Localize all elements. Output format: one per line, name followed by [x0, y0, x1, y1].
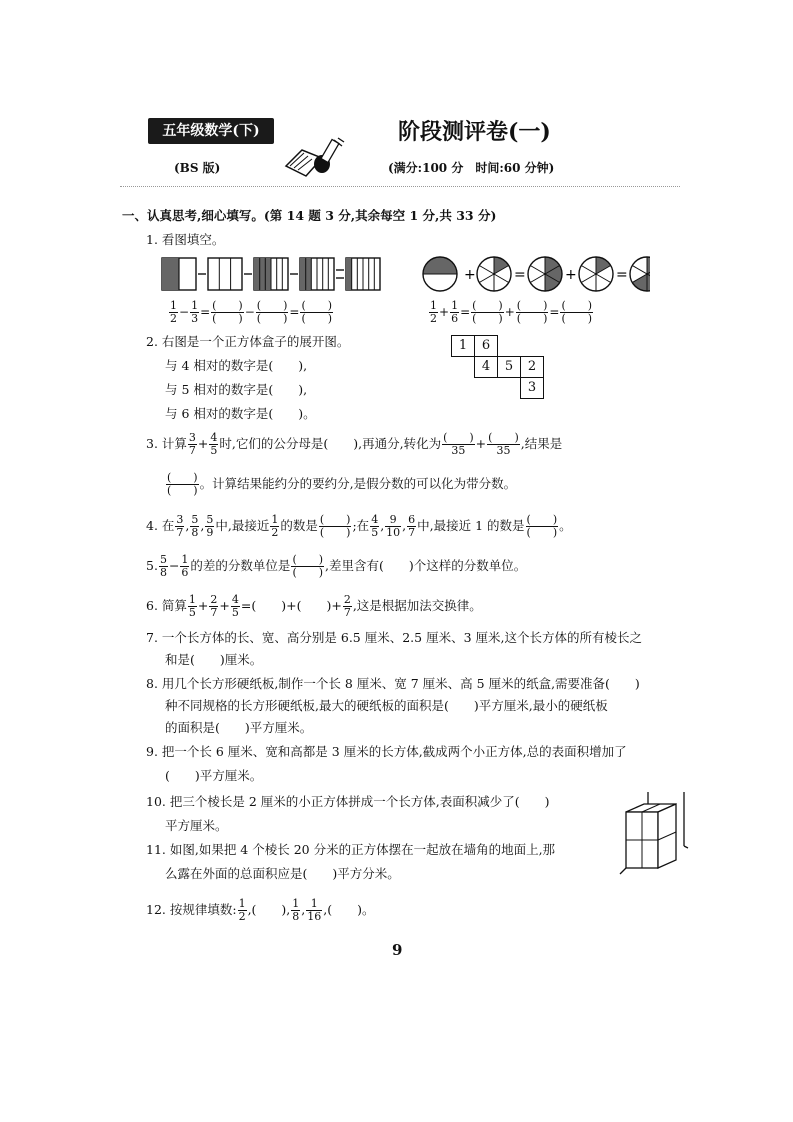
- q3-line1: 3. 计算 $\frac{3}{7}$ + $\frac{4}{5}$ 时,它们的公分母是( ),再通分,转化为 $\frac{( )}{35}$ + $\frac{( )}{35}$ ,结果是: [146, 431, 563, 457]
- q1-label: 1. 看图填空。: [146, 232, 225, 247]
- q7-line2: 和是( )厘米。: [165, 652, 263, 667]
- net-cell: 2: [520, 356, 544, 378]
- q4-text-f: 。: [559, 518, 572, 533]
- q4-text-c: 的数是: [280, 518, 318, 533]
- q4-text-e: 中,最接近 1 的数是: [417, 518, 525, 533]
- net-cell: 3: [520, 377, 544, 399]
- q6-text-b: =( )+( )+: [240, 598, 342, 613]
- q1-equation-left: $\frac{1}{2}$ − $\frac{1}{3}$ = $\frac{( )}{( )}$ − $\frac{( )}{( )}$ = $\frac{( )}{( )}$: [170, 299, 333, 325]
- net-cell: 4: [474, 356, 498, 378]
- q11-line1: 11. 如图,如果把 4 个棱长 20 分米的正方体摆在一起放在墙角的地面上,那: [146, 842, 556, 857]
- q3-denominator: 35: [496, 444, 511, 457]
- q2-line-a: 与 4 相对的数字是( ),: [165, 358, 308, 373]
- q12-text-c: ,( )。: [323, 902, 375, 917]
- q8-line1: 8. 用几个长方形硬纸板,制作一个长 8 厘米、宽 7 厘米、高 5 厘米的纸盒,需要准备( ): [146, 676, 640, 691]
- book-pen-icon: [282, 136, 352, 184]
- score-time-info: (满分:100 分 时间:60 分钟): [388, 161, 555, 175]
- q2-line-b: 与 5 相对的数字是( ),: [165, 382, 308, 397]
- q4-text-b: 中,最接近: [215, 518, 270, 533]
- q5-text-b: 的差的分数单位是: [190, 558, 291, 573]
- q6-line: 6. 简算 $\frac{1}{5}$ + $\frac{2}{7}$ + $\frac{4}{5}$ =( )+( )+ $\frac{2}{7}$ ,这是根据加法交换律。: [146, 593, 482, 619]
- q3-denominator: 35: [451, 444, 466, 457]
- q2-label: 2. 右图是一个正方体盒子的展开图。: [146, 334, 350, 349]
- header-divider: [120, 186, 680, 187]
- svg-text:=: =: [514, 267, 526, 283]
- q7-line1: 7. 一个长方体的长、宽、高分别是 6.5 厘米、2.5 厘米、3 厘米,这个长方体的所有棱长之: [146, 630, 642, 645]
- q3-text-b: 时,它们的公分母是( ),再通分,转化为: [219, 436, 442, 451]
- q3-text-d: 。计算结果能约分的要约分,是假分数的可以化为带分数。: [199, 476, 517, 491]
- q3-line2: $\frac{( )}{( )}$ 。计算结果能约分的要约分,是假分数的可以化为带分数。: [167, 471, 517, 497]
- q6-text-a: 6. 简算: [146, 598, 187, 613]
- q11-line2: 么露在外面的总面积应是( )平方分米。: [165, 866, 400, 881]
- q5-text-a: 5.: [146, 558, 158, 573]
- q10-line2: 平方厘米。: [165, 818, 228, 833]
- q1-circle-diagram: [420, 254, 650, 294]
- page-title: 阶段测评卷(一): [398, 119, 551, 145]
- q9-line1: 9. 把一个长 6 厘米、宽和高都是 3 厘米的长方体,截成两个小正方体,总的表面积增加了: [146, 744, 627, 759]
- q12-text-a: 12. 按规律填数:: [146, 902, 237, 917]
- q1-bar-diagram: [160, 256, 396, 292]
- q8-line2: 种不同规格的长方形硬纸板,最大的硬纸板的面积是( )平方厘米,最小的硬纸板: [165, 698, 608, 713]
- page-number: 9: [392, 941, 403, 959]
- net-cell: 1: [451, 335, 475, 357]
- q2-line-c: 与 6 相对的数字是( )。: [165, 406, 316, 421]
- q4-text-a: 4. 在: [146, 518, 175, 533]
- q6-text-c: ,这是根据加法交换律。: [352, 598, 482, 613]
- q10-line1: 10. 把三个棱长是 2 厘米的小正方体拼成一个长方体,表面积减少了( ): [146, 794, 550, 809]
- q3-text-c: ,结果是: [520, 436, 563, 451]
- svg-text:+: +: [565, 267, 577, 283]
- section-heading: 一、认真思考,细心填写。(第 14 题 3 分,其余每空 1 分,共 33 分): [122, 208, 497, 223]
- net-cell: 5: [497, 356, 521, 378]
- grade-badge-text: 五年级数学(下): [162, 123, 260, 139]
- q4-line: 4. 在 $\frac{3}{7}$ , $\frac{5}{8}$ , $\frac{5}{9}$ 中,最接近 $\frac{1}{2}$ 的数是 $\frac{( )}{( )}$ ;在 $\frac{4}{5}$ , $\frac{9}{10}$ , $\frac{6}{7}$ 中,最接近 1 的数是 $\frac{( )}{( )}$ 。: [146, 513, 572, 539]
- corner-cubes-figure: [618, 790, 690, 876]
- q12-line: 12. 按规律填数: $\frac{1}{2}$ ,( ), $\frac{1}{8}$ , $\frac{1}{16}$ ,( )。: [146, 897, 375, 923]
- q1-equation-right: $\frac{1}{2}$ + $\frac{1}{6}$ = $\frac{( )}{( )}$ + $\frac{( )}{( )}$ = $\frac{( )}{( )}$: [430, 299, 593, 325]
- grade-badge: [148, 118, 274, 144]
- q8-line3: 的面积是( )平方厘米。: [165, 720, 313, 735]
- net-cell: 6: [474, 335, 498, 357]
- svg-text:+: +: [464, 267, 476, 283]
- q3-text-a: 3. 计算: [146, 436, 187, 451]
- edition-label: (BS 版): [174, 161, 221, 175]
- svg-text:=: =: [616, 267, 628, 283]
- q4-text-d: ;在: [352, 518, 370, 533]
- q9-line2: ( )平方厘米。: [165, 768, 263, 783]
- q5-line: 5. $\frac{5}{8}$ − $\frac{1}{6}$ 的差的分数单位是 $\frac{( )}{( )}$ ,差里含有( )个这样的分数单位。: [146, 553, 527, 579]
- q5-text-c: ,差里含有( )个这样的分数单位。: [325, 558, 527, 573]
- q12-text-b: ,( ),: [247, 902, 291, 917]
